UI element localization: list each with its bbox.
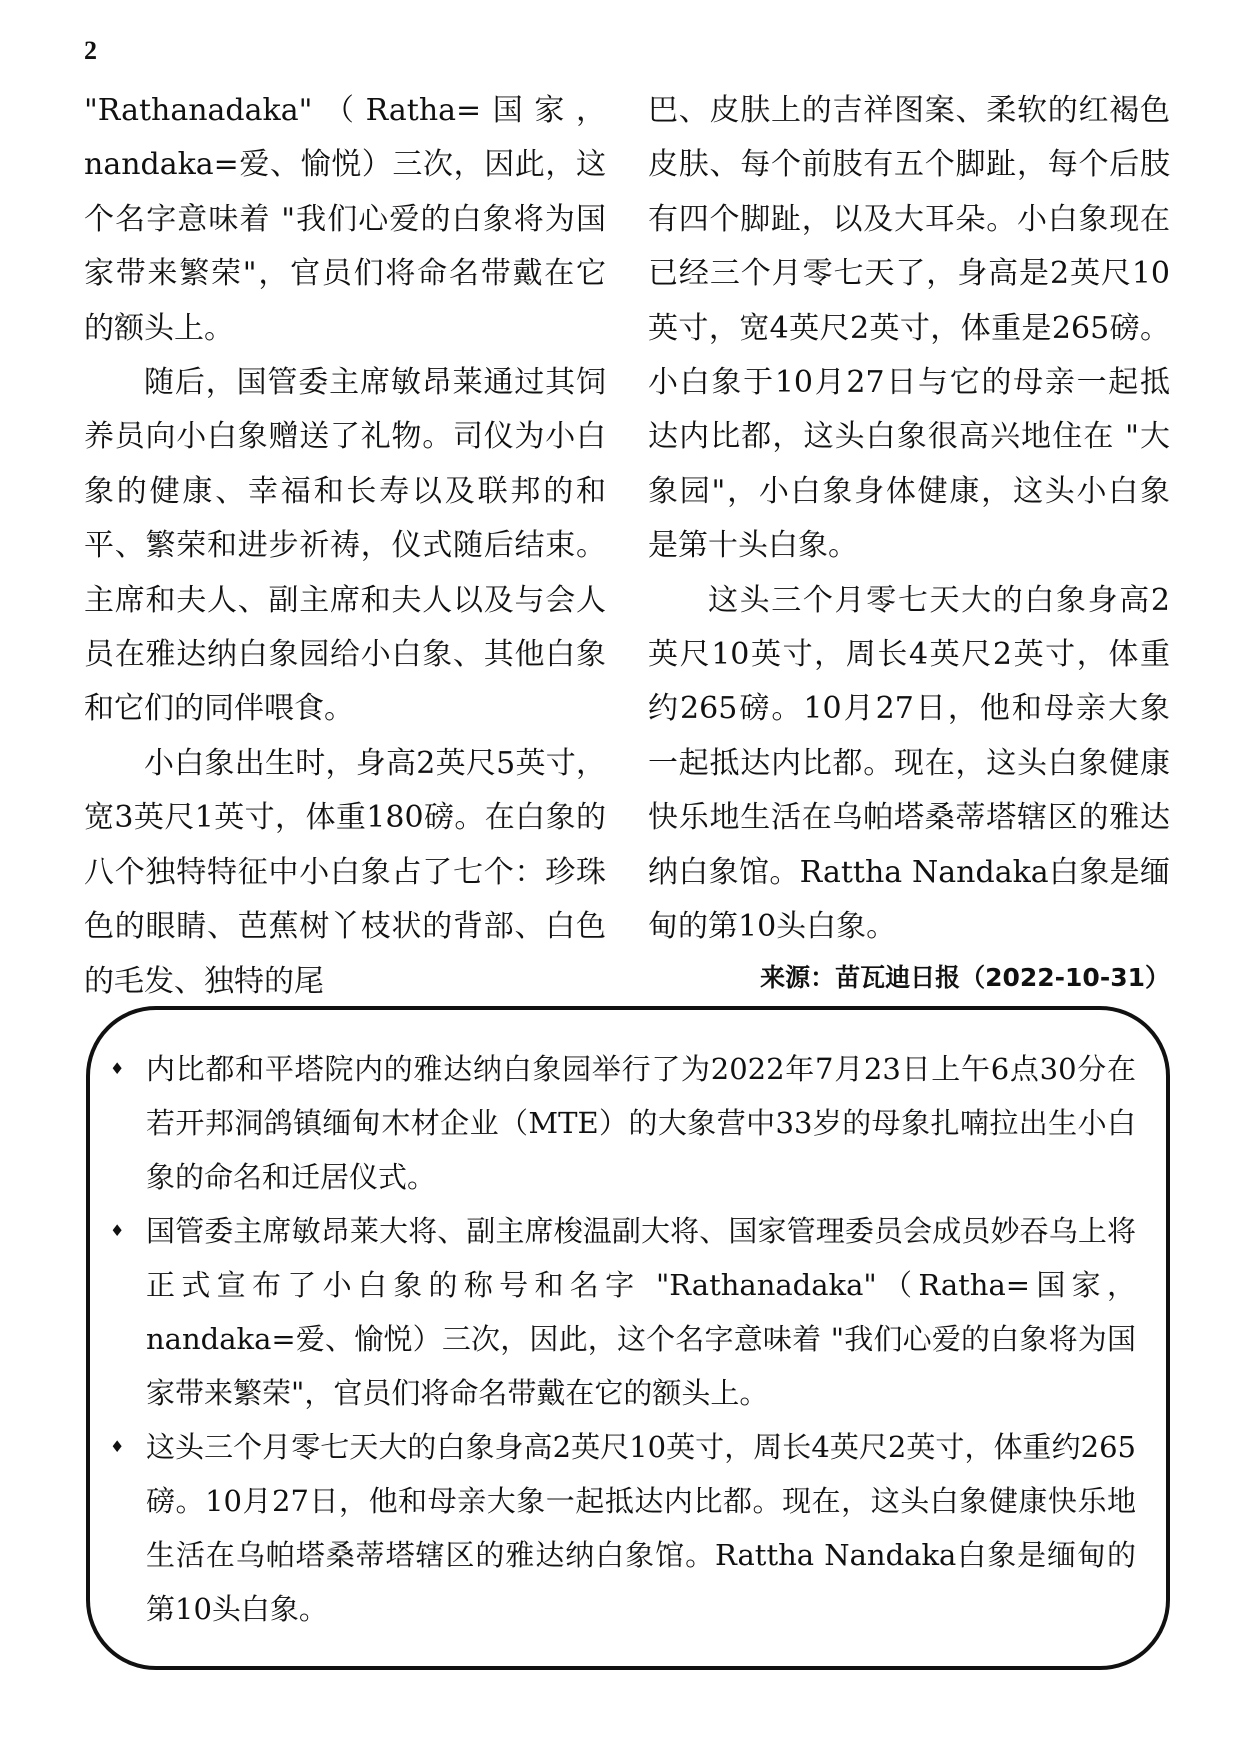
source-citation: 来源：苗瓦迪日报（2022-10-31） <box>760 963 1170 992</box>
article-paragraph: 这头三个月零七天大的白象身高2英尺10英寸，周长4英尺2英寸，体重约265磅。10月27日，他和母亲大象一起抵达内比都。现在，这头白象健康快乐地生活在乌帕塔桑蒂塔辖区的雅达纳白象馆。Rattha Nandaka白象是缅甸的第10头白象。 <box>648 582 1170 945</box>
summary-item-text: 内比都和平塔院内的雅达纳白象园举行了为2022年7月23日上午6点30分在若开邦洞鸽镇缅甸木材企业（MTE）的大象营中33岁的母象扎喃拉出生小白象的命名和迁居仪式。 <box>146 1052 1136 1194</box>
article-paragraph: "Rathanadaka"（Ratha=国家，nandaka=爱、愉悦）三次，因此，这个名字意味着 "我们心爱的白象将为国家带来繁荣"，官员们将命名带戴在它的额头上。 <box>84 93 606 346</box>
summary-list <box>110 1042 1136 1636</box>
article-paragraph: 巴、皮肤上的吉祥图案、柔软的红褐色皮肤、每个前肢有五个脚趾，每个后肢有四个脚趾，以及大耳朵。小白象现在已经三个月零七天了，身高是2英尺10英寸，宽4英尺2英寸，体重是265磅。小白象于10月27日与它的母亲一起抵达内比都，这头白象很高兴地住在 "大象园"，小白象身体健康，这头小白象是第十头白象。 <box>648 93 1170 564</box>
article-paragraph: 小白象出生时，身高2英尺5英寸，宽3英尺1英寸，体重180磅。在白象的八个独特特征中小白象占了七个：珍珠色的眼睛、芭蕉树丫枝状的背部、白色的毛发、独特的尾 <box>84 745 606 999</box>
diamond-bullet-icon: ♦ <box>110 1437 125 1456</box>
summary-item <box>110 1042 1136 1204</box>
summary-item-text: 这头三个月零七天大的白象身高2英尺10英寸，周长4英尺2英寸，体重约265磅。10月27日，他和母亲大象一起抵达内比都。现在，这头白象健康快乐地生活在乌帕塔桑蒂塔辖区的雅达纳白象馆。Rattha Nandaka白象是缅甸的第10头白象。 <box>146 1430 1136 1626</box>
diamond-bullet-icon: ♦ <box>110 1221 125 1240</box>
summary-item <box>110 1420 1136 1636</box>
left-column <box>84 84 606 1009</box>
diamond-bullet-icon: ♦ <box>110 1059 125 1078</box>
summary-item-text: 国管委主席敏昂莱大将、副主席梭温副大将、国家管理委员会成员妙吞乌上将正式宣布了小白象的称号和名字 "Rathanadaka"（Ratha=国家，nandaka=爱、愉悦）三次，因此，这个名字意味着 "我们心爱的白象将为国家带来繁荣"，官员们将命名带戴在它的额头上。 <box>146 1214 1136 1410</box>
right-column <box>648 84 1170 955</box>
article-paragraph: 随后，国管委主席敏昂莱通过其饲养员向小白象赠送了礼物。司仪为小白象的健康、幸福和长寿以及联邦的和平、繁荣和进步祈祷，仪式随后结束。主席和夫人、副主席和夫人以及与会人员在雅达纳白象园给小白象、其他白象和它们的同伴喂食。 <box>84 365 606 727</box>
summary-item <box>110 1204 1136 1420</box>
page-number: 2 <box>84 36 97 65</box>
